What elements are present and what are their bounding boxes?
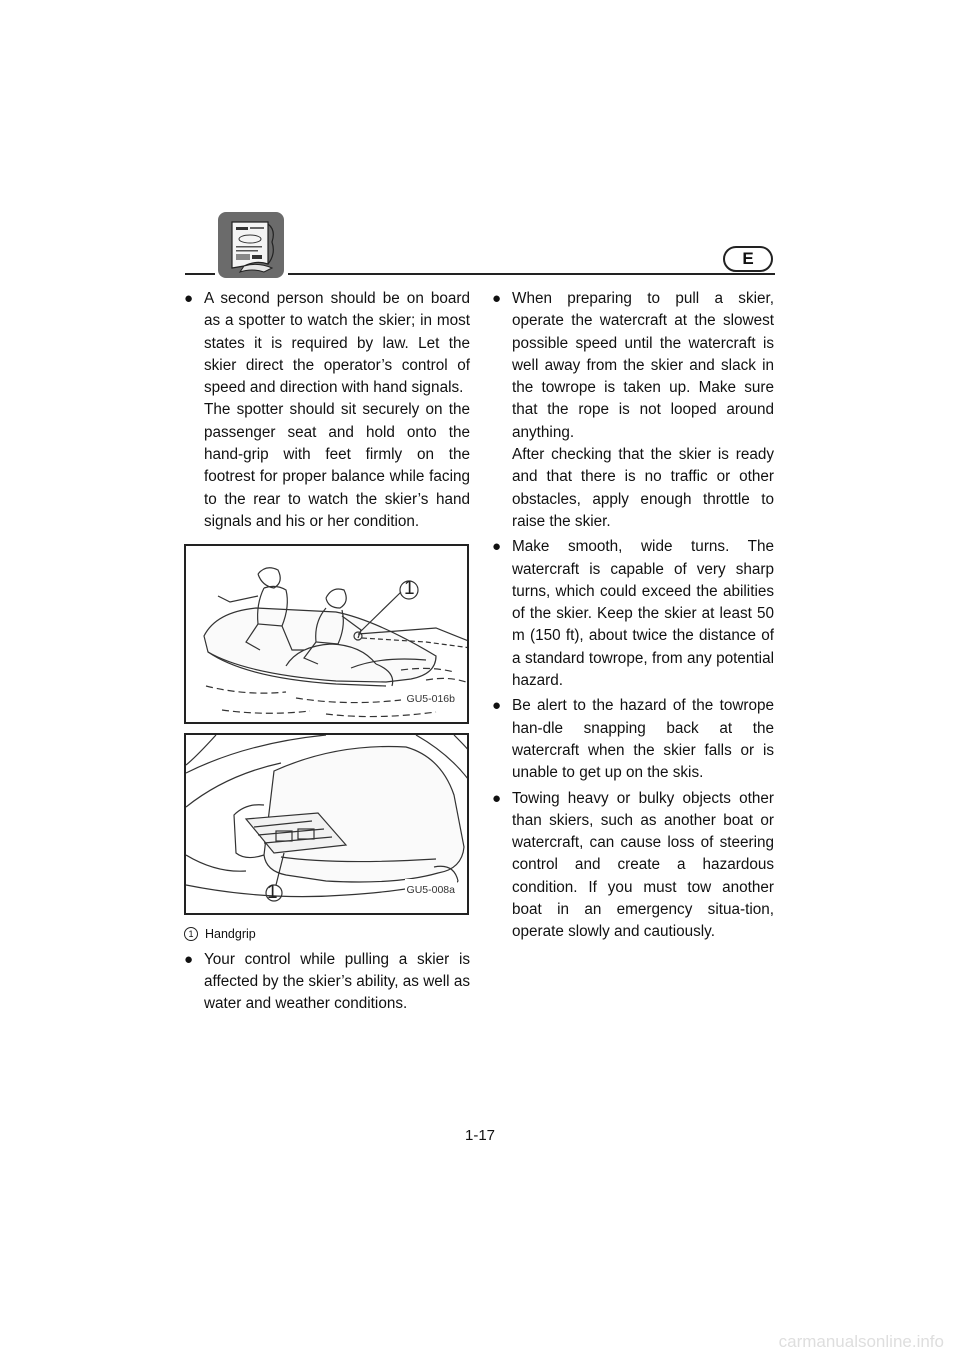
figure-code: GU5-008a <box>405 879 457 901</box>
left-column <box>184 288 470 1018</box>
bullet-icon: ● <box>492 290 502 307</box>
paragraph: Be alert to the hazard of the towrope han-dle snapping back at the watercraft when the skier falls or is unable to get up on the skis. <box>512 697 774 782</box>
header-rule-left <box>185 273 215 275</box>
bullet-icon: ● <box>184 290 194 307</box>
paragraph: After checking that the skier is ready and that there is no traffic or other obstacles, apply enough throttle to raise the skier. <box>512 446 774 530</box>
bullet-spotter <box>184 288 470 533</box>
paragraph: Make smooth, wide turns. The watercraft is capable of very sharp turns, which could exceed the abilities of the skier. Keep the skier at least 50 m (150 ft), about twice the distance of a standard towrope, from any potential hazard. <box>512 538 774 690</box>
figure-riders-on-watercraft <box>184 544 469 724</box>
figure-callout: 1 <box>267 882 278 904</box>
paragraph: When preparing to pull a skier, operate the watercraft at the slowest possible speed until the watercraft is well away from the skier and slack in the towrope is taken up. Make sure that the rope is not looped around anything. <box>512 290 774 441</box>
owners-manual-icon <box>218 212 284 278</box>
bullet-icon: ● <box>492 697 502 715</box>
bullet-icon: ● <box>184 950 194 968</box>
bullet-wide-turns <box>492 536 774 692</box>
right-column <box>492 288 774 947</box>
paragraph: A second person should be on board as a spotter to watch the skier; in most states it is required by law. Let the skier direct the operator’s control of speed and direction with hand signals. <box>204 290 470 397</box>
paragraph: Your control while pulling a skier is affected by the skier’s ability, as well as water and weather conditions. <box>204 950 470 1013</box>
language-badge: E <box>723 246 773 272</box>
bullet-towrope-hazard <box>492 695 774 784</box>
caption-text: Handgrip <box>205 927 256 942</box>
bullet-towing-objects <box>492 788 774 944</box>
figure-code: GU5-016b <box>405 688 457 710</box>
bullet-icon: ● <box>492 789 502 807</box>
paragraph: Towing heavy or bulky objects other than skiers, such as another boat or watercraft, can cause loss of steering control and create a hazardous condition. If you must tow another boat in an emergency situa-tion, operate slowly and cautiously. <box>512 789 774 941</box>
header-rule-right <box>288 273 775 275</box>
bullet-skier-ability <box>184 949 470 1016</box>
figure-caption <box>184 923 470 945</box>
paragraph: The spotter should sit securely on the passenger seat and hold onto the hand-grip with feet firmly on the footrest for proper balance while facing to the rear to watch the skier’s hand signals and his or her condition. <box>204 401 470 530</box>
caption-number: 1 <box>184 927 198 941</box>
figure-handgrip-closeup <box>184 733 469 915</box>
bullet-icon: ● <box>492 538 502 556</box>
figure-callout: 1 <box>404 578 415 600</box>
watermark: carmanualsonline.info <box>778 1332 944 1351</box>
page-number: 1-17 <box>464 1127 496 1144</box>
bullet-preparing-to-pull <box>492 288 774 533</box>
